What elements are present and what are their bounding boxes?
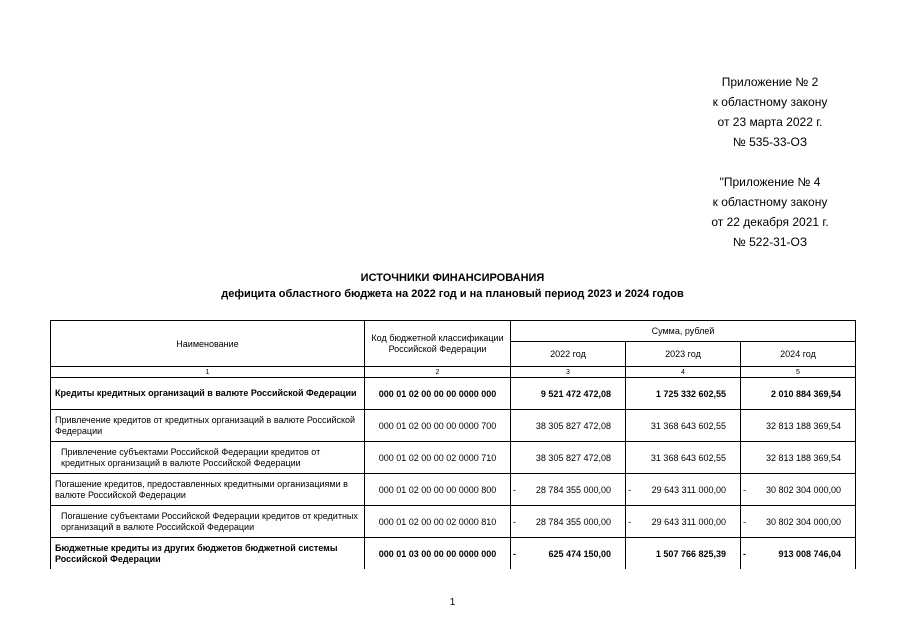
header-year-2023: 2023 год <box>626 342 741 367</box>
table-row <box>51 442 856 474</box>
amount-value: 30 802 304 000,00 <box>765 516 842 527</box>
column-number: 5 <box>741 367 856 378</box>
row-code: 000 01 03 00 00 00 0000 000 <box>365 538 511 570</box>
amount-2024 <box>741 538 856 570</box>
table-row <box>51 378 856 410</box>
amount-2023 <box>626 410 741 442</box>
amount-value: 38 305 827 472,08 <box>535 452 611 463</box>
appendix-line: к областному закону <box>712 95 828 109</box>
financing-sources-table <box>50 320 856 569</box>
appendix-line: к областному закону <box>712 195 828 209</box>
amount-value: 1 507 766 825,39 <box>655 548 726 559</box>
column-number: 4 <box>626 367 741 378</box>
row-name: Привлечение кредитов от кредитных организаций в валюте Российской Федерации <box>51 410 365 442</box>
column-number: 2 <box>365 367 511 378</box>
minus-sign: - <box>628 484 631 495</box>
amount-value: 625 474 150,00 <box>548 548 611 559</box>
row-name: Кредиты кредитных организаций в валюте Российской Федерации <box>51 378 365 410</box>
amount-2024 <box>741 442 856 474</box>
table-row <box>51 474 856 506</box>
amount-value: 913 008 746,04 <box>778 548 842 559</box>
minus-sign: - <box>743 484 746 495</box>
amount-value: 32 813 188 369,54 <box>765 452 842 463</box>
row-code: 000 01 02 00 00 00 0000 000 <box>365 378 511 410</box>
amount-value: 32 813 188 369,54 <box>765 420 842 431</box>
minus-sign: - <box>513 548 516 559</box>
amount-2023 <box>626 474 741 506</box>
row-code: 000 01 02 00 00 00 0000 800 <box>365 474 511 506</box>
appendix-reference-original <box>700 172 840 252</box>
appendix-line: № 535-33-ОЗ <box>732 135 808 149</box>
header-code: Код бюджетной классификации Российской Федерации <box>365 321 511 367</box>
amount-value: 38 305 827 472,08 <box>535 420 611 431</box>
minus-sign: - <box>743 516 746 527</box>
amount-value: 2 010 884 369,54 <box>770 388 842 399</box>
minus-sign: - <box>743 548 746 559</box>
header-year-2024: 2024 год <box>741 342 856 367</box>
row-name: Погашение кредитов, предоставленных кредитными организациями в валюте Российской Федерации <box>51 474 365 506</box>
row-code: 000 01 02 00 00 02 0000 810 <box>365 506 511 538</box>
appendix-reference-current <box>700 72 840 152</box>
minus-sign: - <box>628 516 631 527</box>
table-row <box>51 538 856 570</box>
amount-value: 28 784 355 000,00 <box>535 484 611 495</box>
header-name: Наименование <box>51 321 365 367</box>
amount-value: 31 368 643 602,55 <box>650 420 726 431</box>
amount-value: 1 725 332 602,55 <box>655 388 726 399</box>
amount-2023 <box>626 506 741 538</box>
amount-value: 29 643 311 000,00 <box>651 484 726 495</box>
header-year-2022: 2022 год <box>511 342 626 367</box>
amount-2022 <box>511 506 626 538</box>
table-row <box>51 506 856 538</box>
document-subtitle: дефицита областного бюджета на 2022 год и на плановый период 2023 и 2024 годов <box>221 288 684 300</box>
page-number: 1 <box>449 597 456 608</box>
amount-2022 <box>511 442 626 474</box>
header-sum: Сумма, рублей <box>511 321 856 342</box>
amount-2024 <box>741 410 856 442</box>
amount-value: 28 784 355 000,00 <box>535 516 611 527</box>
amount-value: 29 643 311 000,00 <box>651 516 726 527</box>
column-number: 1 <box>51 367 365 378</box>
amount-value: 31 368 643 602,55 <box>650 452 726 463</box>
amount-2022 <box>511 538 626 570</box>
table-row <box>51 410 856 442</box>
amount-2022 <box>511 474 626 506</box>
amount-2024 <box>741 378 856 410</box>
amount-2024 <box>741 506 856 538</box>
amount-2023 <box>626 378 741 410</box>
amount-2022 <box>511 410 626 442</box>
row-name: Бюджетные кредиты из других бюджетов бюджетной системы Российской Федерации <box>51 538 365 570</box>
amount-2022 <box>511 378 626 410</box>
appendix-line: от 23 марта 2022 г. <box>717 115 823 129</box>
appendix-line: Приложение № 2 <box>721 75 819 89</box>
row-name: Привлечение субъектами Российской Федерации кредитов от кредитных организаций в валюте Российской Федерации <box>51 442 365 474</box>
row-code: 000 01 02 00 00 02 0000 710 <box>365 442 511 474</box>
appendix-line: "Приложение № 4 <box>719 175 821 189</box>
amount-value: 30 802 304 000,00 <box>765 484 842 495</box>
column-number: 3 <box>511 367 626 378</box>
document-title: ИСТОЧНИКИ ФИНАНСИРОВАНИЯ <box>360 272 545 284</box>
appendix-line: от 22 декабря 2021 г. <box>711 215 829 229</box>
amount-value: 9 521 472 472,08 <box>540 388 611 399</box>
amount-2023 <box>626 538 741 570</box>
row-code: 000 01 02 00 00 00 0000 700 <box>365 410 511 442</box>
minus-sign: - <box>513 484 516 495</box>
row-name: Погашение субъектами Российской Федерации кредитов от кредитных организаций в валюте Российской Федерации <box>51 506 365 538</box>
amount-2023 <box>626 442 741 474</box>
appendix-line: № 522-31-ОЗ <box>732 235 808 249</box>
minus-sign: - <box>513 516 516 527</box>
amount-2024 <box>741 474 856 506</box>
